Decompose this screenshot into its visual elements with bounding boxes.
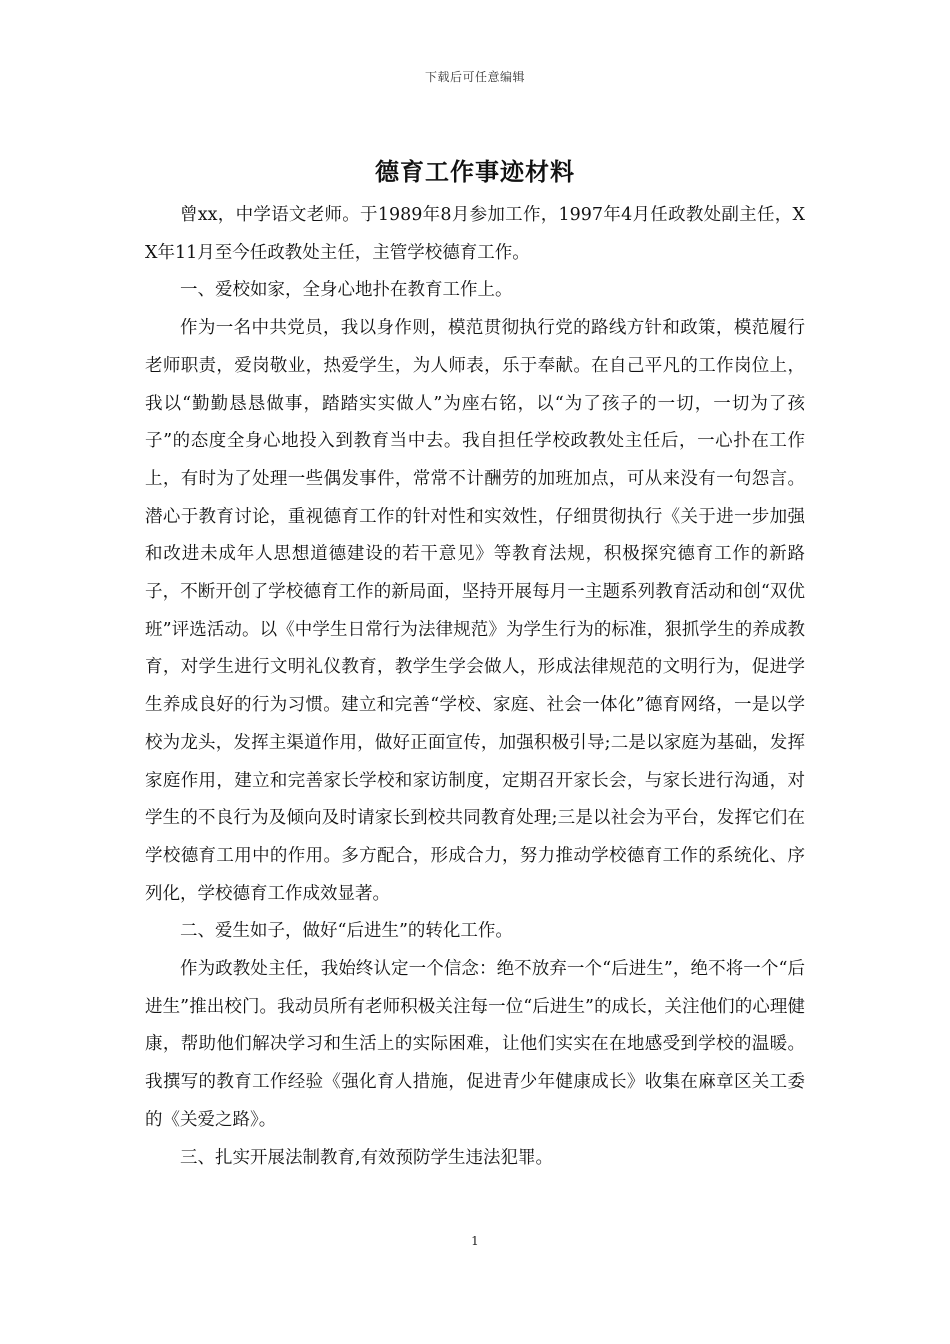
- section-heading-2: 二、爱生如子，做好“后进生”的转化工作。: [180, 921, 513, 942]
- document-title: 德育工作事迹材料: [375, 157, 575, 186]
- section-heading-3: 三、扎实开展法制教育,有效预防学生违法犯罪。: [180, 1147, 554, 1168]
- section-heading-1: 一、爱校如家，全身心地扑在教育工作上。: [180, 280, 513, 301]
- document-body: [145, 197, 805, 1177]
- paragraph-section-1: 作为一名中共党员，我以身作则，模范贯彻执行党的路线方针和政策，模范履行老师职责，爱岗敬业，热爱学生，为人师表，乐于奉献。在自己平凡的工作岗位上，我以“勤勤恳恳做事，踏踏实实做人”为座右铭，以“为了孩子的一切，一切为了孩子”的态度全身心地投入到教育当中去。我自担任学校政教处主任后，一心扑在工作上，有时为了处理一些偶发事件，常常不计酬劳的加班加点，可从来没有一句怨言。潜心于教育讨论，重视德育工作的针对性和实效性，仔细贯彻执行《关于进一步加强和改进未成年人思想道德建设的若干意见》等教育法规，积极探究德育工作的新路子，不断开创了学校德育工作的新局面，坚持开展每月一主题系列教育活动和创“双优班”评选活动。以《中学生日常行为法律规范》为学生行为的标准，狠抓学生的养成教育，对学生进行文明礼仪教育，教学生学会做人，形成法律规范的文明行为，促进学生养成良好的行为习惯。建立和完善“学校、家庭、社会一体化”德育网络，一是以学校为龙头，发挥主渠道作用，做好正面宣传，加强积极引导;二是以家庭为基础，发挥家庭作用，建立和完善家长学校和家访制度，定期召开家长会，与家长进行沟通，对学生的不良行为及倾向及时请家长到校共同教育处理;三是以社会为平台，发挥它们在学校德育工用中的作用。多方配合，形成合力，努力推动学校德育工作的系统化、序列化，学校德育工作成效显著。: [145, 318, 805, 904]
- paragraph-intro: 曾xx，中学语文老师。于1989年8月参加工作，1997年4月任政教处副主任，XX年11月至今任政教处主任，主管学校德育工作。: [145, 205, 805, 263]
- paragraph-section-2: 作为政教处主任，我始终认定一个信念：绝不放弃一个“后进生”，绝不将一个“后进生”推出校门。我动员所有老师积极关注每一位“后进生”的成长，关注他们的心理健康，帮助他们解决学习和生活上的实际困难，让他们实实在在地感受到学校的温暖。我撰写的教育工作经验《强化育人措施，促进青少年健康成长》收集在麻章区关工委的《关爱之路》。: [145, 959, 805, 1130]
- page-number: 1: [471, 1234, 479, 1248]
- header-note: 下载后可任意编辑: [424, 70, 525, 84]
